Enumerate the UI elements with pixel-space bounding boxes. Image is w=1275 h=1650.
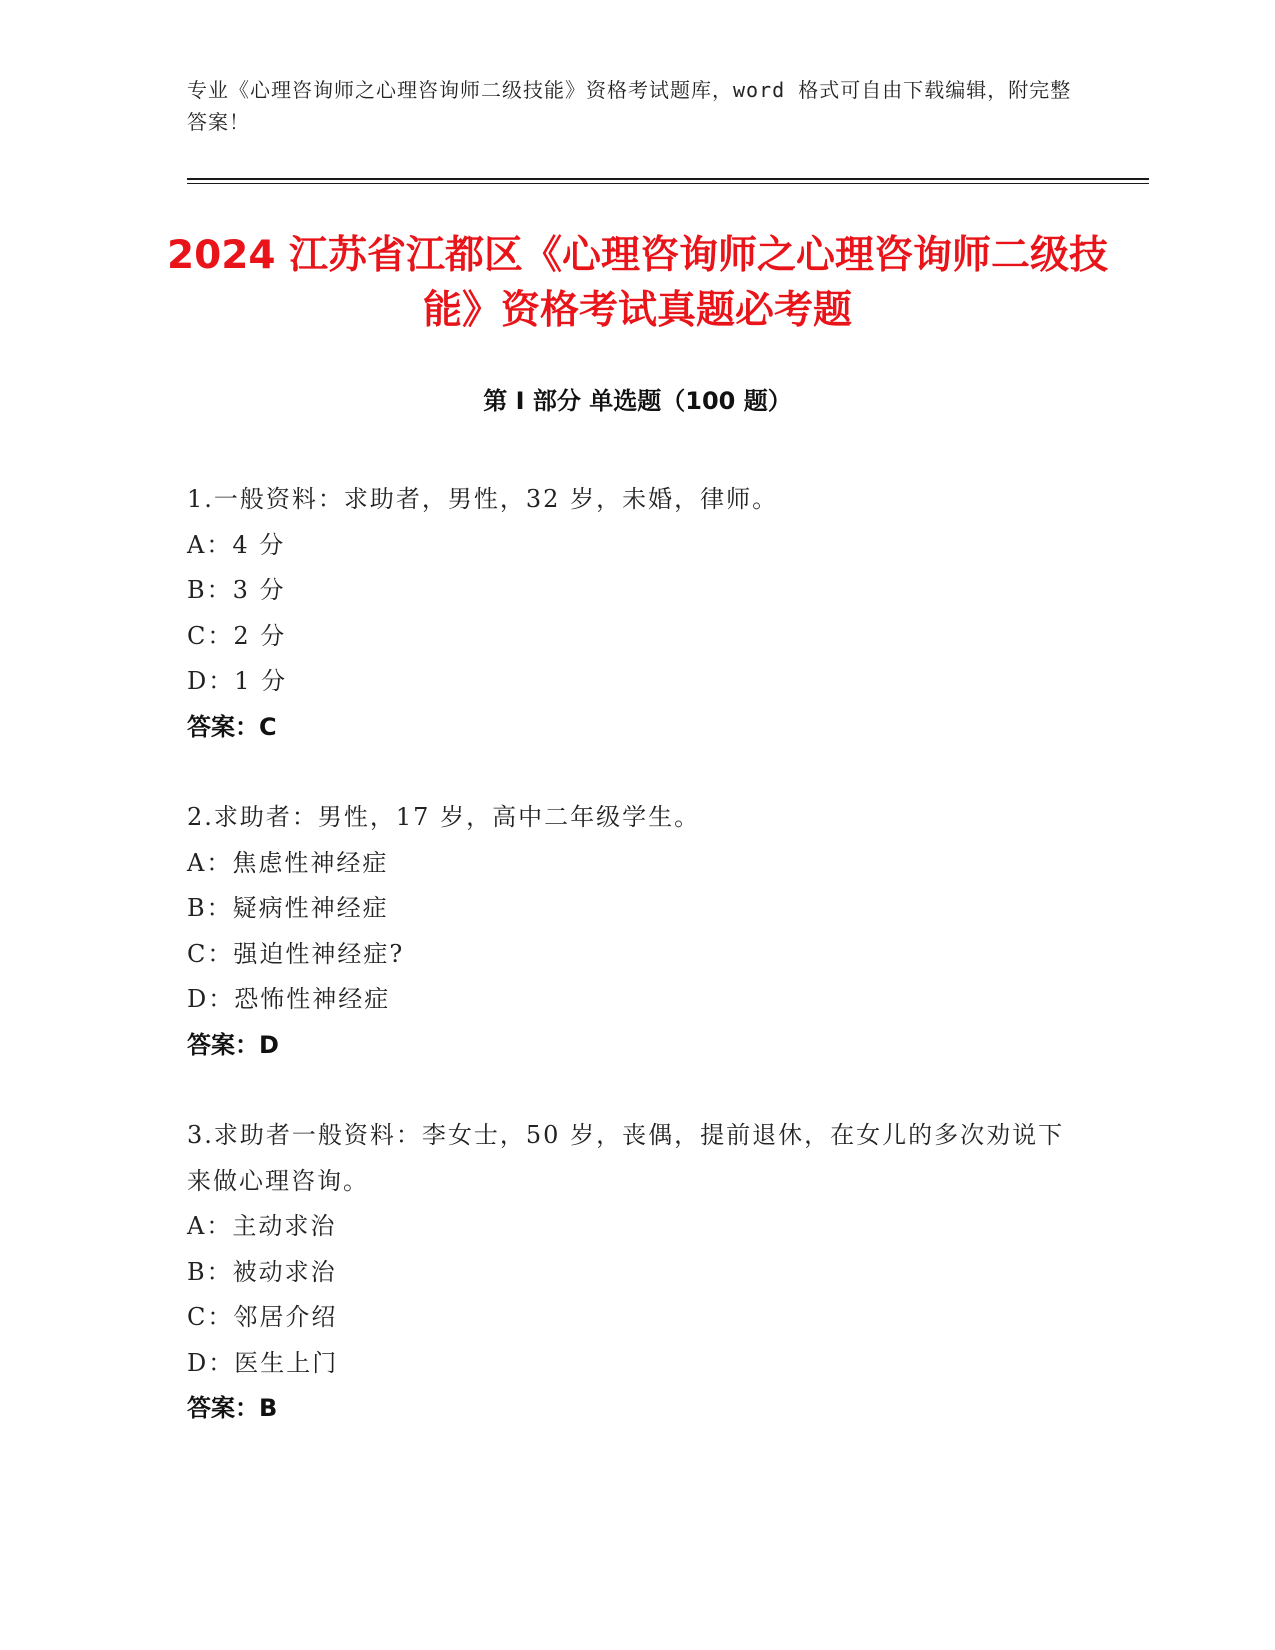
document-title: 2024 江苏省江都区《心理咨询师之心理咨询师二级技能》资格考试真题必考题 — [166, 233, 1109, 333]
option-c: C：2 分 — [187, 621, 287, 650]
option-b: B：3 分 — [187, 576, 286, 604]
question-2 — [187, 795, 1087, 1068]
option-a: A：主动求治 — [187, 1212, 337, 1240]
option-b: B：疑病性神经症 — [187, 894, 389, 922]
option-d: D：医生上门 — [187, 1348, 339, 1377]
option-c: C：强迫性神经症? — [187, 939, 405, 968]
header-note: 专业《心理咨询师之心理咨询师二级技能》资格考试题库，word 格式可自由下载编辑，附完整答案！ — [187, 78, 1072, 134]
header-divider-thick — [187, 178, 1149, 180]
question-3 — [187, 1113, 1087, 1432]
question-1 — [187, 477, 1087, 750]
option-a: A：4 分 — [187, 530, 286, 559]
question-stem: 1.一般资料：求助者，男性，32 岁，未婚，律师。 — [187, 485, 779, 513]
option-c: C：邻居介绍 — [187, 1303, 338, 1331]
question-stem: 2.求助者：男性，17 岁，高中二年级学生。 — [187, 803, 701, 831]
option-b: B：被动求治 — [187, 1257, 337, 1286]
section-title: 第 I 部分 单选题（100 题） — [483, 387, 792, 415]
option-d: D：恐怖性神经症 — [187, 985, 391, 1013]
option-a: A：焦虑性神经症 — [187, 848, 389, 877]
answer: 答案：D — [187, 1030, 279, 1059]
header-divider-thin — [187, 183, 1149, 184]
answer: 答案：B — [187, 1394, 278, 1422]
question-stem: 3.求助者一般资料：李女士，50 岁，丧偶，提前退休，在女儿的多次劝说下来做心理咨询。 — [187, 1121, 1065, 1195]
answer: 答案：C — [187, 712, 277, 741]
option-d: D：1 分 — [187, 667, 288, 695]
question-list — [187, 477, 1087, 1477]
